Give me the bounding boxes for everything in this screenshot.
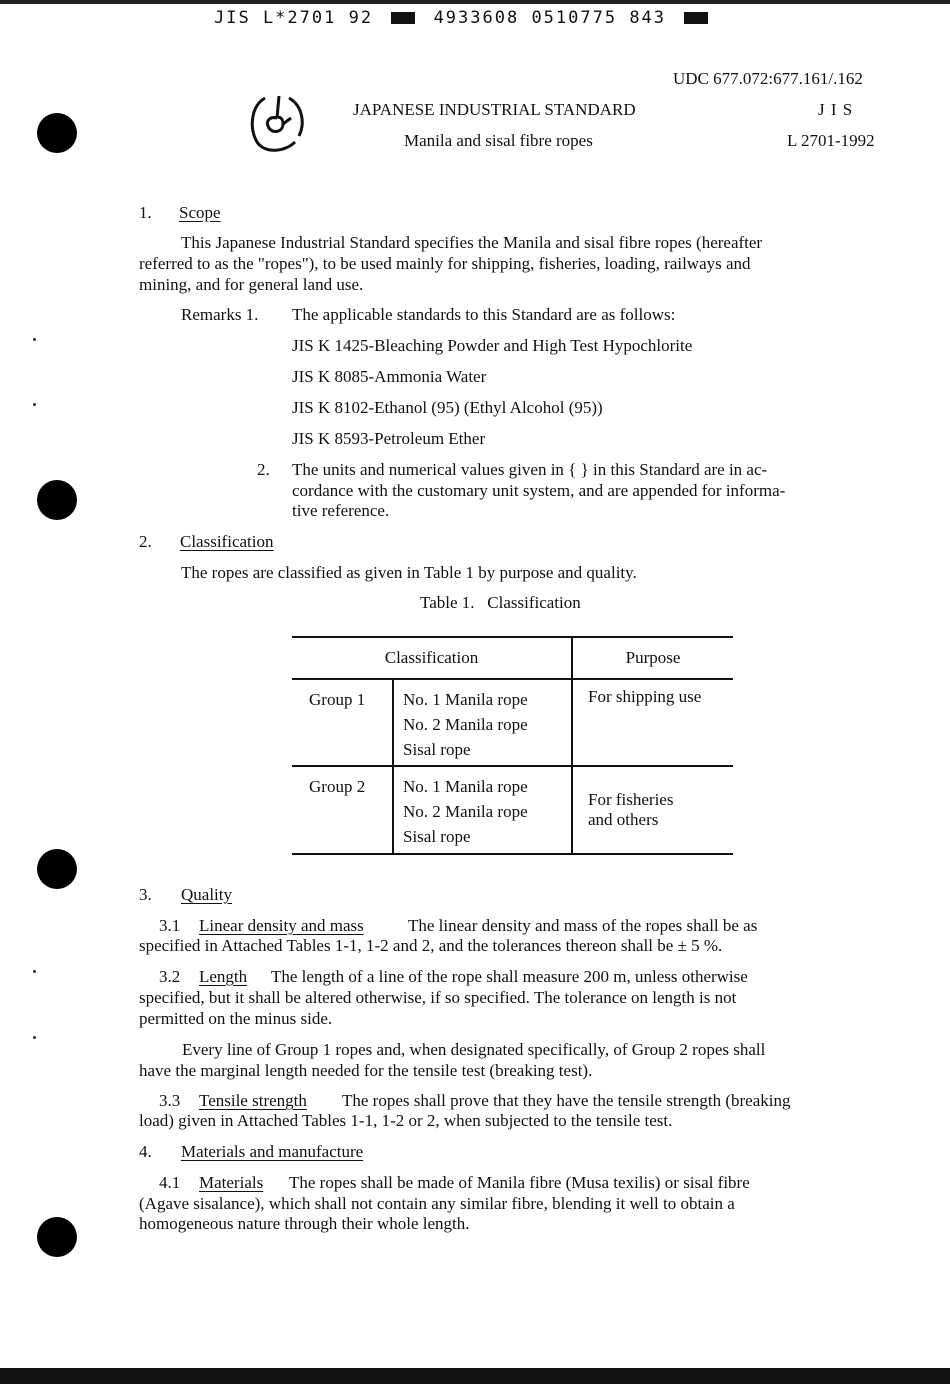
rope-list — [393, 679, 572, 766]
clause-number: 3.3 — [159, 1091, 181, 1110]
standard-reference: JIS K 1425-Bleaching Powder and High Test Hypochlorite — [292, 336, 693, 355]
control-block-mark — [684, 12, 708, 24]
udc-number: UDC 677.072:677.161/.162 — [673, 69, 863, 88]
rope-item: No. 2 Manila rope — [403, 715, 528, 734]
group-label: Group 1 — [292, 679, 393, 766]
control-code-part1: JIS L*2701 92 — [214, 8, 374, 28]
jis-logo-icon — [243, 88, 313, 158]
section-number: 3. — [139, 885, 152, 904]
paragraph-line: The ropes shall prove that they have the tensile strength (breaking — [342, 1091, 791, 1110]
section-number: 1. — [139, 203, 152, 222]
table-header-classification: Classification — [292, 637, 572, 679]
remark-text: The applicable standards to this Standard are as follows: — [292, 305, 676, 324]
punch-hole — [37, 480, 77, 520]
rope-item: No. 1 Manila rope — [403, 690, 528, 709]
paragraph-line: The ropes shall be made of Manila fibre (Musa texilis) or sisal fibre — [289, 1173, 750, 1192]
table-row — [292, 766, 733, 854]
clause-heading: Linear density and mass — [199, 916, 364, 935]
section-heading-classification: Classification — [180, 532, 274, 551]
group-label: Group 2 — [292, 766, 393, 854]
scan-speck — [33, 403, 36, 406]
remarks-label: Remarks 1. — [181, 305, 259, 324]
paragraph-line: Every line of Group 1 ropes and, when designated specifically, of Group 2 ropes shall — [182, 1040, 766, 1059]
paragraph-line: This Japanese Industrial Standard specifies the Manila and sisal fibre ropes (hereafter — [181, 233, 763, 252]
purpose-line: and others — [588, 810, 659, 829]
control-code-part2: 4933608 0510775 843 — [433, 8, 667, 28]
clause-heading: Length — [199, 967, 248, 986]
paragraph-line: The length of a line of the rope shall measure 200 m, unless otherwise — [271, 967, 748, 986]
clause-number: 3.2 — [159, 967, 181, 986]
paragraph-line: referred to as the "ropes"), to be used mainly for shipping, fisheries, loading, railways and — [139, 254, 751, 273]
section-number: 4. — [139, 1142, 152, 1161]
section-heading-scope: Scope — [179, 203, 221, 222]
paragraph-line: specified, but it shall be altered otherwise, if so specified. The tolerance on length is not — [139, 988, 737, 1007]
paragraph-line: specified in Attached Tables 1-1, 1-2 and 2, and the tolerances thereon shall be ± 5 %. — [139, 936, 723, 955]
table-caption: Table 1. Classification — [420, 593, 581, 612]
punch-hole — [37, 113, 77, 153]
jis-mark: J I S — [818, 100, 854, 119]
purpose-line: For fisheries — [588, 790, 674, 809]
clause-heading: Materials — [199, 1173, 264, 1192]
paragraph-line: permitted on the minus side. — [139, 1009, 333, 1028]
scan-top-edge — [0, 0, 950, 4]
remark-line: tive reference. — [292, 501, 390, 520]
scan-speck — [33, 338, 36, 341]
paragraph-line: have the marginal length needed for the tensile test (breaking test). — [139, 1061, 593, 1080]
standard-reference: JIS K 8593-Petroleum Ether — [292, 429, 486, 448]
table-row — [292, 679, 733, 766]
scan-speck — [33, 1036, 36, 1039]
control-block-mark — [391, 12, 415, 24]
rope-item: No. 1 Manila rope — [403, 777, 528, 796]
punch-hole — [37, 1217, 77, 1257]
section-number: 2. — [139, 532, 152, 551]
standard-reference: JIS K 8085-Ammonia Water — [292, 367, 487, 386]
document-subject: Manila and sisal fibre ropes — [404, 131, 593, 150]
remark-number: 2. — [257, 460, 270, 479]
punch-hole — [37, 849, 77, 889]
paragraph-line: The linear density and mass of the ropes shall be as — [408, 916, 758, 935]
scan-bottom-edge — [0, 1368, 950, 1384]
scan-speck — [33, 970, 36, 973]
rope-item: Sisal rope — [403, 740, 471, 759]
purpose-cell: For shipping use — [572, 679, 733, 766]
section-heading-materials: Materials and manufacture — [181, 1142, 364, 1161]
standard-code: L 2701-1992 — [787, 131, 875, 150]
clause-number: 4.1 — [159, 1173, 181, 1192]
section-heading-quality: Quality — [181, 885, 232, 904]
paragraph-line: The ropes are classified as given in Table 1 by purpose and quality. — [181, 563, 637, 582]
document-control-code — [214, 8, 714, 28]
rope-list — [393, 766, 572, 854]
table-header-purpose: Purpose — [572, 637, 733, 679]
purpose-cell — [572, 766, 733, 854]
paragraph-line: mining, and for general land use. — [139, 275, 364, 294]
standard-reference: JIS K 8102-Ethanol (95) (Ethyl Alcohol (95)) — [292, 398, 603, 417]
rope-item: No. 2 Manila rope — [403, 802, 528, 821]
paragraph-line: homogeneous nature through their whole length. — [139, 1214, 470, 1233]
standard-title: JAPANESE INDUSTRIAL STANDARD — [353, 100, 636, 119]
paragraph-line: load) given in Attached Tables 1-1, 1-2 or 2, when subjected to the tensile test. — [139, 1111, 673, 1130]
clause-number: 3.1 — [159, 916, 181, 935]
remark-line: The units and numerical values given in { } in this Standard are in ac- — [292, 460, 768, 479]
clause-heading: Tensile strength — [199, 1091, 307, 1110]
classification-table — [292, 636, 733, 855]
remark-line: cordance with the customary unit system, and are appended for informa- — [292, 481, 786, 500]
paragraph-line: (Agave sisalance), which shall not contain any similar fibre, blending it well to obtain a — [139, 1194, 735, 1213]
rope-item: Sisal rope — [403, 827, 471, 846]
